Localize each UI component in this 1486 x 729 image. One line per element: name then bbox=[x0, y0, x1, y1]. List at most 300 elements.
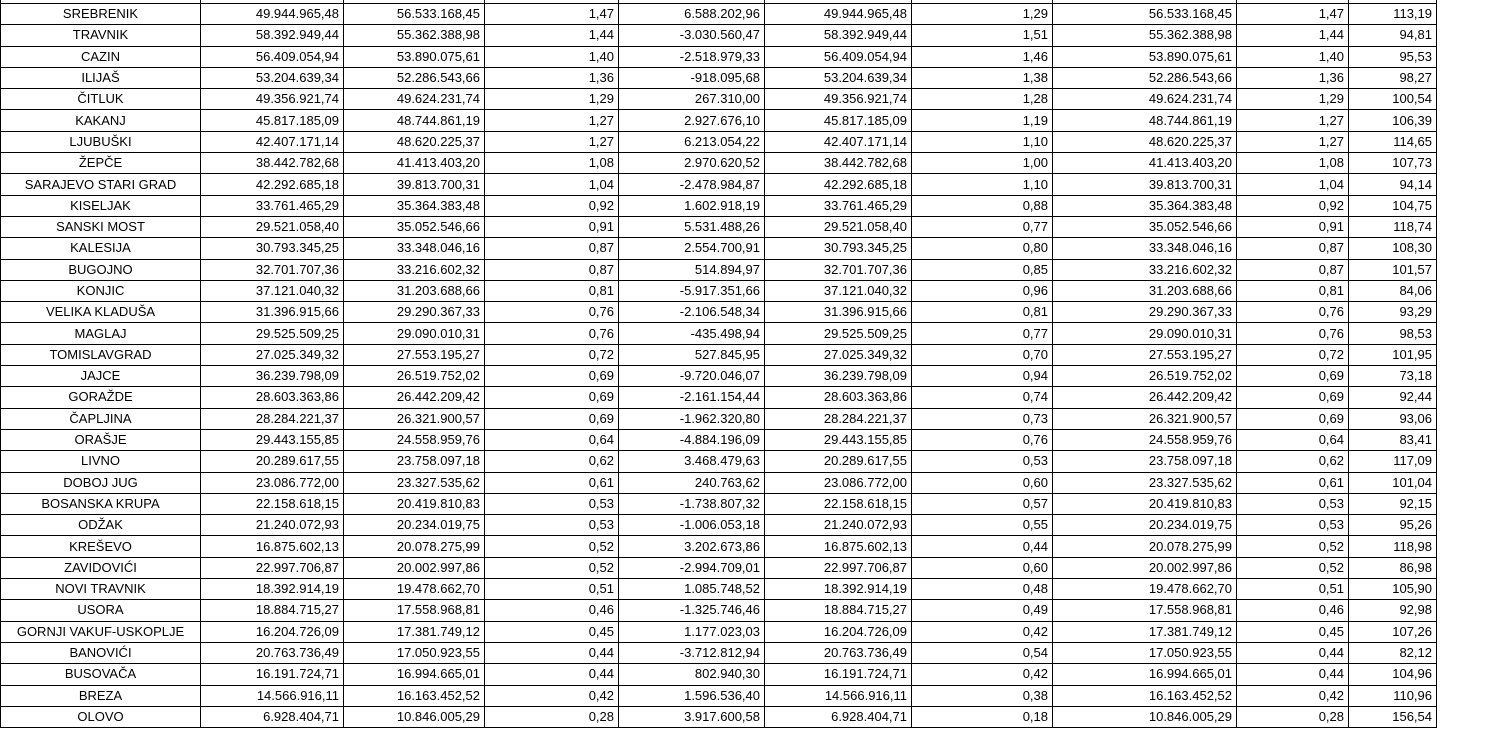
index-cell: 118,74 bbox=[1349, 216, 1437, 237]
table-row bbox=[1, 344, 1437, 365]
table-row bbox=[1, 536, 1437, 557]
value-cell-3: 20.763.736,49 bbox=[765, 642, 912, 663]
share-cell-1: 0,28 bbox=[485, 706, 619, 727]
share-cell-2: 0,74 bbox=[912, 387, 1053, 408]
value-cell-1: 29.443.155,85 bbox=[201, 429, 344, 450]
value-cell-1: 20.763.736,49 bbox=[201, 642, 344, 663]
value-cell-2: 27.553.195,27 bbox=[344, 344, 485, 365]
municipality-cell: BUGOJNO bbox=[1, 259, 201, 280]
share-cell-1: 1,27 bbox=[485, 110, 619, 131]
value-cell-4: 23.758.097,18 bbox=[1053, 451, 1237, 472]
value-cell-3: 6.928.404,71 bbox=[765, 706, 912, 727]
value-cell-3: 30.793.345,25 bbox=[765, 238, 912, 259]
municipality-cell: ČAPLJINA bbox=[1, 408, 201, 429]
value-cell-1: 36.239.798,09 bbox=[201, 366, 344, 387]
index-cell: 118,98 bbox=[1349, 536, 1437, 557]
share-cell-2: 0,42 bbox=[912, 664, 1053, 685]
value-cell-4: 10.846.005,29 bbox=[1053, 706, 1237, 727]
municipality-cell: GORNJI VAKUF-USKOPLJE bbox=[1, 621, 201, 642]
difference-cell: -2.994.709,01 bbox=[619, 557, 765, 578]
share-cell-3: 0,72 bbox=[1237, 344, 1349, 365]
table-row bbox=[1, 366, 1437, 387]
value-cell-1: 6.928.404,71 bbox=[201, 706, 344, 727]
share-cell-2: 0,57 bbox=[912, 493, 1053, 514]
value-cell-3: 23.086.772,00 bbox=[765, 472, 912, 493]
share-cell-3: 1,27 bbox=[1237, 131, 1349, 152]
value-cell-3: 14.566.916,11 bbox=[765, 685, 912, 706]
share-cell-3: 0,92 bbox=[1237, 195, 1349, 216]
value-cell-2: 33.348.046,16 bbox=[344, 238, 485, 259]
value-cell-3: 21.240.072,93 bbox=[765, 515, 912, 536]
index-cell: 101,95 bbox=[1349, 344, 1437, 365]
share-cell-3: 1,47 bbox=[1237, 4, 1349, 25]
value-cell-3: 37.121.040,32 bbox=[765, 280, 912, 301]
value-cell-2: 48.744.861,19 bbox=[344, 110, 485, 131]
share-cell-3: 0,64 bbox=[1237, 429, 1349, 450]
difference-cell: 1.177.023,03 bbox=[619, 621, 765, 642]
share-cell-1: 0,62 bbox=[485, 451, 619, 472]
difference-cell: -2.518.979,33 bbox=[619, 46, 765, 67]
share-cell-1: 0,72 bbox=[485, 344, 619, 365]
value-cell-4: 24.558.959,76 bbox=[1053, 429, 1237, 450]
value-cell-4: 20.078.275,99 bbox=[1053, 536, 1237, 557]
share-cell-1: 0,44 bbox=[485, 664, 619, 685]
table-row bbox=[1, 195, 1437, 216]
table-body bbox=[1, 0, 1437, 728]
value-cell-3: 38.442.782,68 bbox=[765, 153, 912, 174]
table-row bbox=[1, 706, 1437, 727]
value-cell-2: 33.216.602,32 bbox=[344, 259, 485, 280]
value-cell-1: 29.525.509,25 bbox=[201, 323, 344, 344]
difference-cell: 514.894,97 bbox=[619, 259, 765, 280]
share-cell-2: 0,54 bbox=[912, 642, 1053, 663]
share-cell-2: 1,10 bbox=[912, 131, 1053, 152]
share-cell-1: 0,76 bbox=[485, 302, 619, 323]
index-cell: 98,53 bbox=[1349, 323, 1437, 344]
index-cell: 101,04 bbox=[1349, 472, 1437, 493]
value-cell-3: 49.356.921,74 bbox=[765, 89, 912, 110]
difference-cell: 802.940,30 bbox=[619, 664, 765, 685]
value-cell-2: 17.050.923,55 bbox=[344, 642, 485, 663]
value-cell-4: 31.203.688,66 bbox=[1053, 280, 1237, 301]
share-cell-2: 0,88 bbox=[912, 195, 1053, 216]
share-cell-2: 0,49 bbox=[912, 600, 1053, 621]
value-cell-3: 53.204.639,34 bbox=[765, 67, 912, 88]
index-cell: 113,19 bbox=[1349, 4, 1437, 25]
share-cell-2: 0,38 bbox=[912, 685, 1053, 706]
share-cell-2: 1,00 bbox=[912, 153, 1053, 174]
value-cell-2: 20.419.810,83 bbox=[344, 493, 485, 514]
municipality-cell: DOBOJ JUG bbox=[1, 472, 201, 493]
share-cell-1: 0,76 bbox=[485, 323, 619, 344]
value-cell-1: 53.204.639,34 bbox=[201, 67, 344, 88]
share-cell-2: 0,85 bbox=[912, 259, 1053, 280]
index-cell: 83,41 bbox=[1349, 429, 1437, 450]
municipality-cell: ILIJAŠ bbox=[1, 67, 201, 88]
value-cell-2: 31.203.688,66 bbox=[344, 280, 485, 301]
difference-cell: 6.588.202,96 bbox=[619, 4, 765, 25]
share-cell-2: 0,60 bbox=[912, 472, 1053, 493]
value-cell-3: 42.292.685,18 bbox=[765, 174, 912, 195]
index-cell: 105,90 bbox=[1349, 579, 1437, 600]
difference-cell: -5.917.351,66 bbox=[619, 280, 765, 301]
index-cell: 94,81 bbox=[1349, 25, 1437, 46]
table-row bbox=[1, 153, 1437, 174]
share-cell-3: 0,91 bbox=[1237, 216, 1349, 237]
value-cell-1: 49.944.965,48 bbox=[201, 4, 344, 25]
municipality-cell: VELIKA KLADUŠA bbox=[1, 302, 201, 323]
share-cell-1: 0,91 bbox=[485, 216, 619, 237]
value-cell-4: 35.364.383,48 bbox=[1053, 195, 1237, 216]
share-cell-1: 0,42 bbox=[485, 685, 619, 706]
value-cell-3: 16.875.602,13 bbox=[765, 536, 912, 557]
index-cell: 84,06 bbox=[1349, 280, 1437, 301]
municipality-cell: LIVNO bbox=[1, 451, 201, 472]
value-cell-3: 16.204.726,09 bbox=[765, 621, 912, 642]
value-cell-2: 35.364.383,48 bbox=[344, 195, 485, 216]
value-cell-3: 18.884.715,27 bbox=[765, 600, 912, 621]
share-cell-2: 0,18 bbox=[912, 706, 1053, 727]
share-cell-3: 0,53 bbox=[1237, 493, 1349, 514]
share-cell-3: 1,04 bbox=[1237, 174, 1349, 195]
value-cell-2: 52.286.543,66 bbox=[344, 67, 485, 88]
share-cell-2: 0,80 bbox=[912, 238, 1053, 259]
value-cell-2: 23.327.535,62 bbox=[344, 472, 485, 493]
share-cell-2: 0,94 bbox=[912, 366, 1053, 387]
value-cell-4: 23.327.535,62 bbox=[1053, 472, 1237, 493]
value-cell-3: 31.396.915,66 bbox=[765, 302, 912, 323]
share-cell-3: 1,40 bbox=[1237, 46, 1349, 67]
municipality-cell: KALESIJA bbox=[1, 238, 201, 259]
value-cell-1: 23.086.772,00 bbox=[201, 472, 344, 493]
value-cell-4: 49.624.231,74 bbox=[1053, 89, 1237, 110]
value-cell-3: 28.603.363,86 bbox=[765, 387, 912, 408]
table-row bbox=[1, 238, 1437, 259]
value-cell-2: 35.052.546,66 bbox=[344, 216, 485, 237]
municipality-cell: ČITLUK bbox=[1, 89, 201, 110]
share-cell-2: 1,28 bbox=[912, 89, 1053, 110]
value-cell-1: 49.356.921,74 bbox=[201, 89, 344, 110]
value-cell-4: 16.163.452,52 bbox=[1053, 685, 1237, 706]
table-row bbox=[1, 280, 1437, 301]
share-cell-3: 0,44 bbox=[1237, 642, 1349, 663]
share-cell-2: 0,96 bbox=[912, 280, 1053, 301]
value-cell-1: 33.761.465,29 bbox=[201, 195, 344, 216]
value-cell-1: 32.701.707,36 bbox=[201, 259, 344, 280]
value-cell-2: 17.558.968,81 bbox=[344, 600, 485, 621]
table-row bbox=[1, 46, 1437, 67]
municipality-cell: KISELJAK bbox=[1, 195, 201, 216]
share-cell-3: 1,08 bbox=[1237, 153, 1349, 174]
value-cell-2: 26.321.900,57 bbox=[344, 408, 485, 429]
difference-cell: 2.927.676,10 bbox=[619, 110, 765, 131]
share-cell-1: 0,81 bbox=[485, 280, 619, 301]
difference-cell: 2.970.620,52 bbox=[619, 153, 765, 174]
table-row bbox=[1, 493, 1437, 514]
index-cell: 114,65 bbox=[1349, 131, 1437, 152]
value-cell-2: 41.413.403,20 bbox=[344, 153, 485, 174]
table-row bbox=[1, 259, 1437, 280]
value-cell-1: 31.396.915,66 bbox=[201, 302, 344, 323]
table-row bbox=[1, 664, 1437, 685]
value-cell-2: 26.519.752,02 bbox=[344, 366, 485, 387]
table-row bbox=[1, 323, 1437, 344]
difference-cell: -3.712.812,94 bbox=[619, 642, 765, 663]
index-cell: 95,26 bbox=[1349, 515, 1437, 536]
share-cell-3: 1,27 bbox=[1237, 110, 1349, 131]
index-cell: 104,75 bbox=[1349, 195, 1437, 216]
value-cell-1: 42.407.171,14 bbox=[201, 131, 344, 152]
municipality-cell: USORA bbox=[1, 600, 201, 621]
value-cell-2: 49.624.231,74 bbox=[344, 89, 485, 110]
table-row bbox=[1, 131, 1437, 152]
difference-cell: 1.596.536,40 bbox=[619, 685, 765, 706]
share-cell-1: 1,29 bbox=[485, 89, 619, 110]
municipality-cell: ORAŠJE bbox=[1, 429, 201, 450]
value-cell-3: 29.525.509,25 bbox=[765, 323, 912, 344]
municipality-cell: ŽEPČE bbox=[1, 153, 201, 174]
index-cell: 100,54 bbox=[1349, 89, 1437, 110]
share-cell-1: 0,52 bbox=[485, 536, 619, 557]
difference-cell: 267.310,00 bbox=[619, 89, 765, 110]
value-cell-2: 29.090.010,31 bbox=[344, 323, 485, 344]
value-cell-1: 16.204.726,09 bbox=[201, 621, 344, 642]
municipality-cell: CAZIN bbox=[1, 46, 201, 67]
table-row bbox=[1, 4, 1437, 25]
index-cell: 73,18 bbox=[1349, 366, 1437, 387]
share-cell-3: 0,44 bbox=[1237, 664, 1349, 685]
table-row bbox=[1, 429, 1437, 450]
share-cell-2: 0,77 bbox=[912, 323, 1053, 344]
index-cell: 101,57 bbox=[1349, 259, 1437, 280]
value-cell-4: 48.744.861,19 bbox=[1053, 110, 1237, 131]
municipality-cell: BUSOVAČA bbox=[1, 664, 201, 685]
share-cell-1: 0,53 bbox=[485, 493, 619, 514]
share-cell-1: 0,87 bbox=[485, 259, 619, 280]
difference-cell: 3.917.600,58 bbox=[619, 706, 765, 727]
value-cell-4: 41.413.403,20 bbox=[1053, 153, 1237, 174]
share-cell-3: 0,42 bbox=[1237, 685, 1349, 706]
value-cell-2: 26.442.209,42 bbox=[344, 387, 485, 408]
index-cell: 92,98 bbox=[1349, 600, 1437, 621]
difference-cell: -4.884.196,09 bbox=[619, 429, 765, 450]
share-cell-3: 0,69 bbox=[1237, 387, 1349, 408]
value-cell-1: 42.292.685,18 bbox=[201, 174, 344, 195]
value-cell-3: 29.521.058,40 bbox=[765, 216, 912, 237]
value-cell-3: 58.392.949,44 bbox=[765, 25, 912, 46]
share-cell-3: 0,62 bbox=[1237, 451, 1349, 472]
share-cell-1: 0,69 bbox=[485, 387, 619, 408]
table-row bbox=[1, 387, 1437, 408]
share-cell-1: 0,69 bbox=[485, 408, 619, 429]
value-cell-1: 30.793.345,25 bbox=[201, 238, 344, 259]
value-cell-1: 22.997.706,87 bbox=[201, 557, 344, 578]
value-cell-2: 10.846.005,29 bbox=[344, 706, 485, 727]
share-cell-2: 1,46 bbox=[912, 46, 1053, 67]
share-cell-1: 1,36 bbox=[485, 67, 619, 88]
value-cell-2: 48.620.225,37 bbox=[344, 131, 485, 152]
value-cell-4: 19.478.662,70 bbox=[1053, 579, 1237, 600]
share-cell-3: 0,46 bbox=[1237, 600, 1349, 621]
value-cell-4: 26.321.900,57 bbox=[1053, 408, 1237, 429]
index-cell: 107,26 bbox=[1349, 621, 1437, 642]
value-cell-4: 53.890.075,61 bbox=[1053, 46, 1237, 67]
index-cell: 86,98 bbox=[1349, 557, 1437, 578]
share-cell-2: 1,10 bbox=[912, 174, 1053, 195]
table-row bbox=[1, 600, 1437, 621]
share-cell-2: 0,48 bbox=[912, 579, 1053, 600]
table-row bbox=[1, 408, 1437, 429]
value-cell-4: 39.813.700,31 bbox=[1053, 174, 1237, 195]
value-cell-3: 22.158.618,15 bbox=[765, 493, 912, 514]
value-cell-2: 20.002.997,86 bbox=[344, 557, 485, 578]
share-cell-3: 0,76 bbox=[1237, 302, 1349, 323]
share-cell-2: 0,55 bbox=[912, 515, 1053, 536]
municipality-cell: KAKANJ bbox=[1, 110, 201, 131]
municipality-cell: BANOVIĆI bbox=[1, 642, 201, 663]
value-cell-1: 58.392.949,44 bbox=[201, 25, 344, 46]
table-row bbox=[1, 472, 1437, 493]
value-cell-3: 56.409.054,94 bbox=[765, 46, 912, 67]
index-cell: 108,30 bbox=[1349, 238, 1437, 259]
difference-cell: -1.738.807,32 bbox=[619, 493, 765, 514]
value-cell-4: 20.419.810,83 bbox=[1053, 493, 1237, 514]
value-cell-4: 35.052.546,66 bbox=[1053, 216, 1237, 237]
value-cell-3: 28.284.221,37 bbox=[765, 408, 912, 429]
municipality-cell: SREBRENIK bbox=[1, 4, 201, 25]
share-cell-3: 0,81 bbox=[1237, 280, 1349, 301]
share-cell-1: 1,47 bbox=[485, 4, 619, 25]
value-cell-4: 52.286.543,66 bbox=[1053, 67, 1237, 88]
index-cell: 82,12 bbox=[1349, 642, 1437, 663]
share-cell-3: 0,69 bbox=[1237, 366, 1349, 387]
value-cell-2: 56.533.168,45 bbox=[344, 4, 485, 25]
index-cell: 107,73 bbox=[1349, 153, 1437, 174]
share-cell-2: 0,42 bbox=[912, 621, 1053, 642]
difference-cell: 6.213.054,22 bbox=[619, 131, 765, 152]
value-cell-2: 29.290.367,33 bbox=[344, 302, 485, 323]
municipality-cell: SARAJEVO STARI GRAD bbox=[1, 174, 201, 195]
share-cell-2: 1,51 bbox=[912, 25, 1053, 46]
share-cell-2: 0,53 bbox=[912, 451, 1053, 472]
table-row bbox=[1, 451, 1437, 472]
index-cell: 93,06 bbox=[1349, 408, 1437, 429]
value-cell-3: 42.407.171,14 bbox=[765, 131, 912, 152]
value-cell-4: 16.994.665,01 bbox=[1053, 664, 1237, 685]
share-cell-1: 0,61 bbox=[485, 472, 619, 493]
value-cell-2: 16.994.665,01 bbox=[344, 664, 485, 685]
table-row bbox=[1, 557, 1437, 578]
municipality-cell: LJUBUŠKI bbox=[1, 131, 201, 152]
index-cell: 92,15 bbox=[1349, 493, 1437, 514]
value-cell-2: 17.381.749,12 bbox=[344, 621, 485, 642]
share-cell-3: 0,87 bbox=[1237, 238, 1349, 259]
difference-cell: 3.202.673,86 bbox=[619, 536, 765, 557]
share-cell-2: 0,73 bbox=[912, 408, 1053, 429]
municipality-cell: BREZA bbox=[1, 685, 201, 706]
table-row bbox=[1, 302, 1437, 323]
municipality-cell: NOVI TRAVNIK bbox=[1, 579, 201, 600]
value-cell-3: 20.289.617,55 bbox=[765, 451, 912, 472]
share-cell-2: 1,38 bbox=[912, 67, 1053, 88]
table-row bbox=[1, 621, 1437, 642]
difference-cell: 1.085.748,52 bbox=[619, 579, 765, 600]
difference-cell: -435.498,94 bbox=[619, 323, 765, 344]
value-cell-1: 27.025.349,32 bbox=[201, 344, 344, 365]
table-row bbox=[1, 174, 1437, 195]
table-row bbox=[1, 110, 1437, 131]
share-cell-3: 0,51 bbox=[1237, 579, 1349, 600]
value-cell-4: 17.558.968,81 bbox=[1053, 600, 1237, 621]
value-cell-2: 39.813.700,31 bbox=[344, 174, 485, 195]
value-cell-3: 32.701.707,36 bbox=[765, 259, 912, 280]
table-row bbox=[1, 515, 1437, 536]
difference-cell: 527.845,95 bbox=[619, 344, 765, 365]
index-cell: 106,39 bbox=[1349, 110, 1437, 131]
difference-cell: -2.478.984,87 bbox=[619, 174, 765, 195]
difference-cell: 2.554.700,91 bbox=[619, 238, 765, 259]
value-cell-1: 20.289.617,55 bbox=[201, 451, 344, 472]
value-cell-4: 55.362.388,98 bbox=[1053, 25, 1237, 46]
table-row bbox=[1, 89, 1437, 110]
share-cell-1: 0,52 bbox=[485, 557, 619, 578]
difference-cell: 3.468.479,63 bbox=[619, 451, 765, 472]
share-cell-1: 1,04 bbox=[485, 174, 619, 195]
municipality-cell: OLOVO bbox=[1, 706, 201, 727]
share-cell-3: 0,45 bbox=[1237, 621, 1349, 642]
value-cell-3: 16.191.724,71 bbox=[765, 664, 912, 685]
share-cell-1: 0,44 bbox=[485, 642, 619, 663]
index-cell: 117,09 bbox=[1349, 451, 1437, 472]
value-cell-2: 16.163.452,52 bbox=[344, 685, 485, 706]
difference-cell: -1.006.053,18 bbox=[619, 515, 765, 536]
municipality-cell: ODŽAK bbox=[1, 515, 201, 536]
share-cell-1: 1,27 bbox=[485, 131, 619, 152]
share-cell-3: 0,76 bbox=[1237, 323, 1349, 344]
index-cell: 98,27 bbox=[1349, 67, 1437, 88]
share-cell-2: 1,19 bbox=[912, 110, 1053, 131]
value-cell-3: 27.025.349,32 bbox=[765, 344, 912, 365]
share-cell-1: 0,69 bbox=[485, 366, 619, 387]
difference-cell: -2.161.154,44 bbox=[619, 387, 765, 408]
difference-cell: 240.763,62 bbox=[619, 472, 765, 493]
value-cell-1: 22.158.618,15 bbox=[201, 493, 344, 514]
difference-cell: -918.095,68 bbox=[619, 67, 765, 88]
municipality-cell: MAGLAJ bbox=[1, 323, 201, 344]
value-cell-4: 33.348.046,16 bbox=[1053, 238, 1237, 259]
index-cell: 92,44 bbox=[1349, 387, 1437, 408]
share-cell-2: 0,44 bbox=[912, 536, 1053, 557]
value-cell-1: 16.875.602,13 bbox=[201, 536, 344, 557]
value-cell-4: 26.442.209,42 bbox=[1053, 387, 1237, 408]
municipality-cell: TOMISLAVGRAD bbox=[1, 344, 201, 365]
share-cell-1: 0,53 bbox=[485, 515, 619, 536]
difference-cell: -1.962.320,80 bbox=[619, 408, 765, 429]
share-cell-3: 0,52 bbox=[1237, 536, 1349, 557]
value-cell-1: 29.521.058,40 bbox=[201, 216, 344, 237]
table-row bbox=[1, 579, 1437, 600]
value-cell-4: 26.519.752,02 bbox=[1053, 366, 1237, 387]
value-cell-2: 24.558.959,76 bbox=[344, 429, 485, 450]
index-cell: 110,96 bbox=[1349, 685, 1437, 706]
table-row bbox=[1, 685, 1437, 706]
share-cell-2: 0,60 bbox=[912, 557, 1053, 578]
value-cell-3: 49.944.965,48 bbox=[765, 4, 912, 25]
municipality-cell: SANSKI MOST bbox=[1, 216, 201, 237]
share-cell-1: 0,45 bbox=[485, 621, 619, 642]
value-cell-3: 18.392.914,19 bbox=[765, 579, 912, 600]
difference-cell: 5.531.488,26 bbox=[619, 216, 765, 237]
